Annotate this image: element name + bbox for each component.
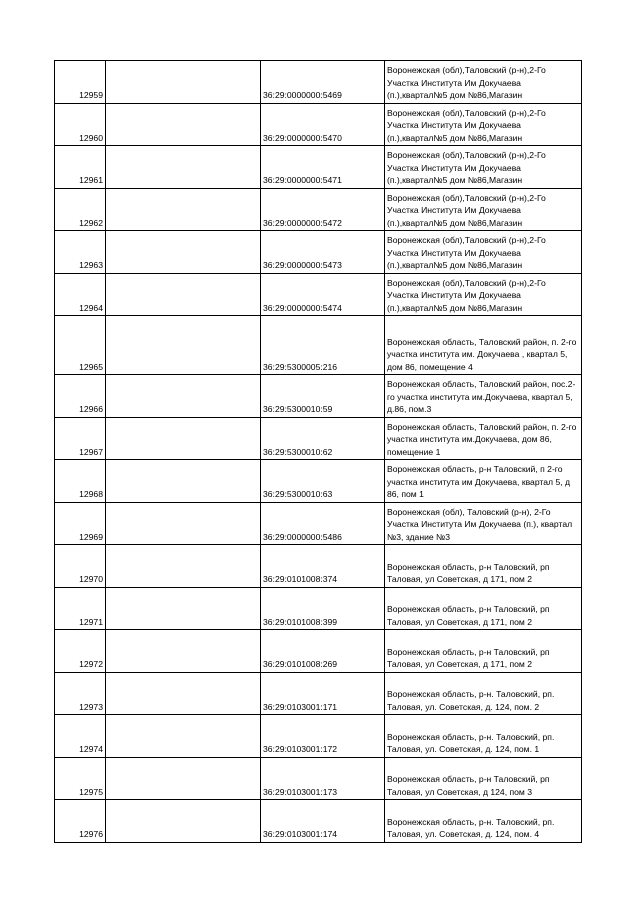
row-number: 12972 bbox=[55, 630, 106, 673]
row-number: 12964 bbox=[55, 273, 106, 316]
row-blank-cell bbox=[106, 502, 261, 545]
table-row bbox=[55, 417, 582, 460]
row-number: 12975 bbox=[55, 757, 106, 800]
row-number: 12967 bbox=[55, 417, 106, 460]
row-blank-cell bbox=[106, 672, 261, 715]
table-row bbox=[55, 375, 582, 418]
table-row bbox=[55, 460, 582, 503]
row-number: 12963 bbox=[55, 231, 106, 274]
row-blank-cell bbox=[106, 146, 261, 189]
table-row bbox=[55, 630, 582, 673]
row-number: 12965 bbox=[55, 316, 106, 375]
row-blank-cell bbox=[106, 630, 261, 673]
row-number: 12961 bbox=[55, 146, 106, 189]
cadastral-number: 36:29:0103001:173 bbox=[261, 757, 385, 800]
row-blank-cell bbox=[106, 103, 261, 146]
registry-rows bbox=[55, 61, 582, 843]
table-row bbox=[55, 103, 582, 146]
address: Воронежская область, Таловский район, п. 2-го участка института им.Докучаева, дом 86, помещение 1 bbox=[385, 417, 582, 460]
cadastral-number: 36:29:0101008:399 bbox=[261, 587, 385, 630]
cadastral-number: 36:29:0101008:269 bbox=[261, 630, 385, 673]
row-blank-cell bbox=[106, 188, 261, 231]
address: Воронежская область, р-н Таловский, п 2-го участка института им Докучаева, квартал 5, д 86, пом 1 bbox=[385, 460, 582, 503]
row-number: 12959 bbox=[55, 61, 106, 104]
row-blank-cell bbox=[106, 800, 261, 843]
cadastral-number: 36:29:0000000:5469 bbox=[261, 61, 385, 104]
row-blank-cell bbox=[106, 273, 261, 316]
row-blank-cell bbox=[106, 417, 261, 460]
address: Воронежская (обл),Таловский (р-н),2-Го Участка Института Им Докучаева (п.),квартал№5 дом №86,Магазин bbox=[385, 188, 582, 231]
table-row bbox=[55, 757, 582, 800]
row-number: 12966 bbox=[55, 375, 106, 418]
address: Воронежская (обл),Таловский (р-н),2-Го Участка Института Им Докучаева (п.),квартал№5 дом №86,Магазин bbox=[385, 61, 582, 104]
cadastral-number: 36:29:5300005:216 bbox=[261, 316, 385, 375]
row-number: 12971 bbox=[55, 587, 106, 630]
table-row bbox=[55, 800, 582, 843]
table-row bbox=[55, 672, 582, 715]
address: Воронежская область, р-н. Таловский, рп. Таловая, ул. Советская, д. 124, пом. 2 bbox=[385, 672, 582, 715]
row-blank-cell bbox=[106, 757, 261, 800]
address: Воронежская область, р-н Таловский, рп Таловая, ул Советская, д 171, пом 2 bbox=[385, 630, 582, 673]
row-number: 12960 bbox=[55, 103, 106, 146]
cadastral-number: 36:29:0103001:172 bbox=[261, 715, 385, 758]
row-number: 12976 bbox=[55, 800, 106, 843]
registry-sheet bbox=[54, 60, 581, 843]
row-blank-cell bbox=[106, 375, 261, 418]
cadastral-number: 36:29:0000000:5474 bbox=[261, 273, 385, 316]
address: Воронежская (обл),Таловский (р-н),2-Го Участка Института Им Докучаева (п.),квартал№5 дом №86,Магазин bbox=[385, 273, 582, 316]
cadastral-number: 36:29:0000000:5486 bbox=[261, 502, 385, 545]
table-row bbox=[55, 273, 582, 316]
address: Воронежская область, р-н Таловский, рп Таловая, ул Советская, д 171, пом 2 bbox=[385, 545, 582, 588]
address: Воронежская область, Таловский район, пос.2-го участка института им.Докучаева, квартал 5, д.86, пом.3 bbox=[385, 375, 582, 418]
cadastral-number: 36:29:0103001:171 bbox=[261, 672, 385, 715]
cadastral-number: 36:29:0000000:5472 bbox=[261, 188, 385, 231]
cadastral-number: 36:29:5300010:63 bbox=[261, 460, 385, 503]
row-number: 12968 bbox=[55, 460, 106, 503]
table-row bbox=[55, 545, 582, 588]
table-row bbox=[55, 715, 582, 758]
cadastral-number: 36:29:5300010:59 bbox=[261, 375, 385, 418]
table-row bbox=[55, 146, 582, 189]
row-blank-cell bbox=[106, 460, 261, 503]
row-number: 12970 bbox=[55, 545, 106, 588]
address: Воронежская (обл), Таловский (р-н), 2-Го Участка Института Им Докучаева (п.), квартал №3, здание №3 bbox=[385, 502, 582, 545]
address: Воронежская область, р-н. Таловский, рп. Таловая, ул. Советская, д. 124, пом. 4 bbox=[385, 800, 582, 843]
table-row bbox=[55, 231, 582, 274]
table-row bbox=[55, 61, 582, 104]
row-number: 12962 bbox=[55, 188, 106, 231]
address: Воронежская (обл),Таловский (р-н),2-Го Участка Института Им Докучаева (п.),квартал№5 дом №86,Магазин bbox=[385, 146, 582, 189]
cadastral-number: 36:29:0000000:5471 bbox=[261, 146, 385, 189]
table-row bbox=[55, 188, 582, 231]
table-row bbox=[55, 316, 582, 375]
row-blank-cell bbox=[106, 231, 261, 274]
row-blank-cell bbox=[106, 545, 261, 588]
address: Воронежская (обл),Таловский (р-н),2-Го Участка Института Им Докучаева (п.),квартал№5 дом №86,Магазин bbox=[385, 103, 582, 146]
table-row bbox=[55, 502, 582, 545]
cadastral-number: 36:29:0101008:374 bbox=[261, 545, 385, 588]
address: Воронежская область, Таловский район, п. 2-го участка института им. Докучаева , квартал 5, дом 86, помещение 4 bbox=[385, 316, 582, 375]
row-number: 12973 bbox=[55, 672, 106, 715]
row-number: 12969 bbox=[55, 502, 106, 545]
table-row bbox=[55, 587, 582, 630]
row-number: 12974 bbox=[55, 715, 106, 758]
address: Воронежская область, р-н Таловский, рп Таловая, ул Советская, д 171, пом 2 bbox=[385, 587, 582, 630]
row-blank-cell bbox=[106, 316, 261, 375]
address: Воронежская область, р-н. Таловский, рп. Таловая, ул. Советская, д. 124, пом. 1 bbox=[385, 715, 582, 758]
address: Воронежская (обл),Таловский (р-н),2-Го Участка Института Им Докучаева (п.),квартал№5 дом №86,Магазин bbox=[385, 231, 582, 274]
row-blank-cell bbox=[106, 715, 261, 758]
registry-table bbox=[54, 60, 582, 843]
row-blank-cell bbox=[106, 587, 261, 630]
cadastral-number: 36:29:0103001:174 bbox=[261, 800, 385, 843]
cadastral-number: 36:29:5300010:62 bbox=[261, 417, 385, 460]
cadastral-number: 36:29:0000000:5470 bbox=[261, 103, 385, 146]
cadastral-number: 36:29:0000000:5473 bbox=[261, 231, 385, 274]
row-blank-cell bbox=[106, 61, 261, 104]
address: Воронежская область, р-н Таловский, рп Таловая, ул Советская, д 124, пом 3 bbox=[385, 757, 582, 800]
